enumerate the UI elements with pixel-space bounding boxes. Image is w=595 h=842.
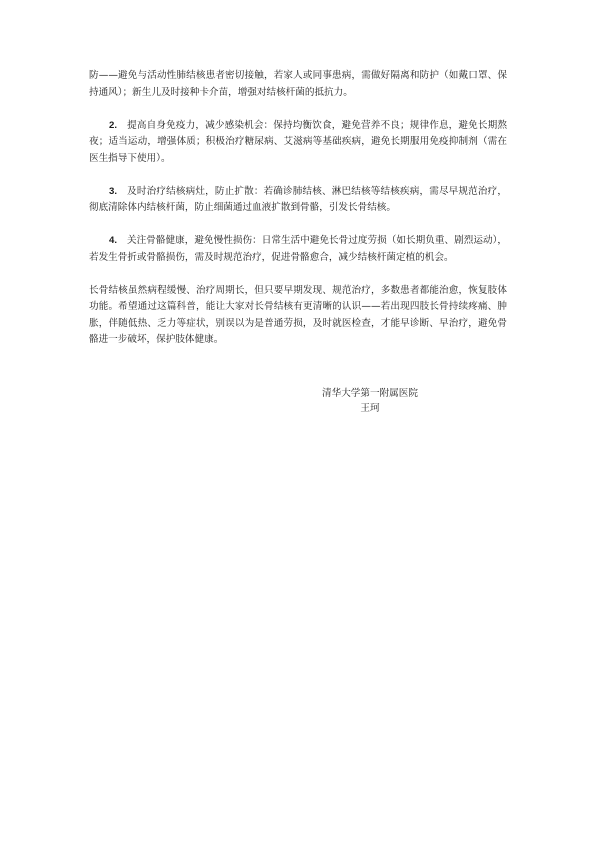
list-item-text: 提高自身免疫力，减少感染机会：保持均衡饮食，避免营养不良；规律作息，避免长期熬夜；适当运动，增强体质；积极治疗糖尿病、艾滋病等基础疾病，避免长期服用免疫抑制剂（需在医生指导下使用）。	[89, 119, 507, 164]
list-number: 2.	[109, 119, 118, 131]
list-item-text: 关注骨骼健康，避免慢性损伤：日常生活中避免长骨过度劳损（如长期负重、剧烈运动），若发生骨折或骨骼损伤，需及时规范治疗，促进骨骼愈合，减少结核杆菌定植的机会。	[89, 235, 507, 263]
signature-author: 王珂	[360, 403, 380, 414]
document-body	[89, 68, 507, 365]
signature-organization: 清华大学第一附属医院	[322, 388, 418, 399]
list-item-2	[89, 118, 507, 168]
list-item-3	[89, 184, 507, 217]
list-item-text: 及时治疗结核病灶，防止扩散：若确诊肺结核、淋巴结核等结核疾病，需尽早规范治疗，彻底清除体内结核杆菌，防止细菌通过血液扩散到骨骼，引发长骨结核。	[89, 185, 507, 213]
intro-paragraph: 防——避免与活动性肺结核患者密切接触，若家人或同事患病，需做好隔离和防护（如戴口罩、保持通风）；新生儿及时接种卡介苗，增强对结核杆菌的抵抗力。	[89, 70, 507, 98]
summary-paragraph: 长骨结核虽然病程缓慢、治疗周期长，但只要早期发现、规范治疗，多数患者都能治愈，恢复肢体功能。希望通过这篇科普，能让大家对长骨结核有更清晰的认识——若出现四肢长骨持续疼痛、肿胀，伴随低热、乏力等症状，别误以为是普通劳损，及时就医检查，才能早诊断、早治疗，避免骨骼进一步破坏，保护肢体健康。	[89, 284, 507, 345]
list-number: 3.	[109, 185, 118, 197]
list-item-4	[89, 233, 507, 266]
signature-block	[310, 386, 430, 416]
list-number: 4.	[109, 235, 118, 246]
